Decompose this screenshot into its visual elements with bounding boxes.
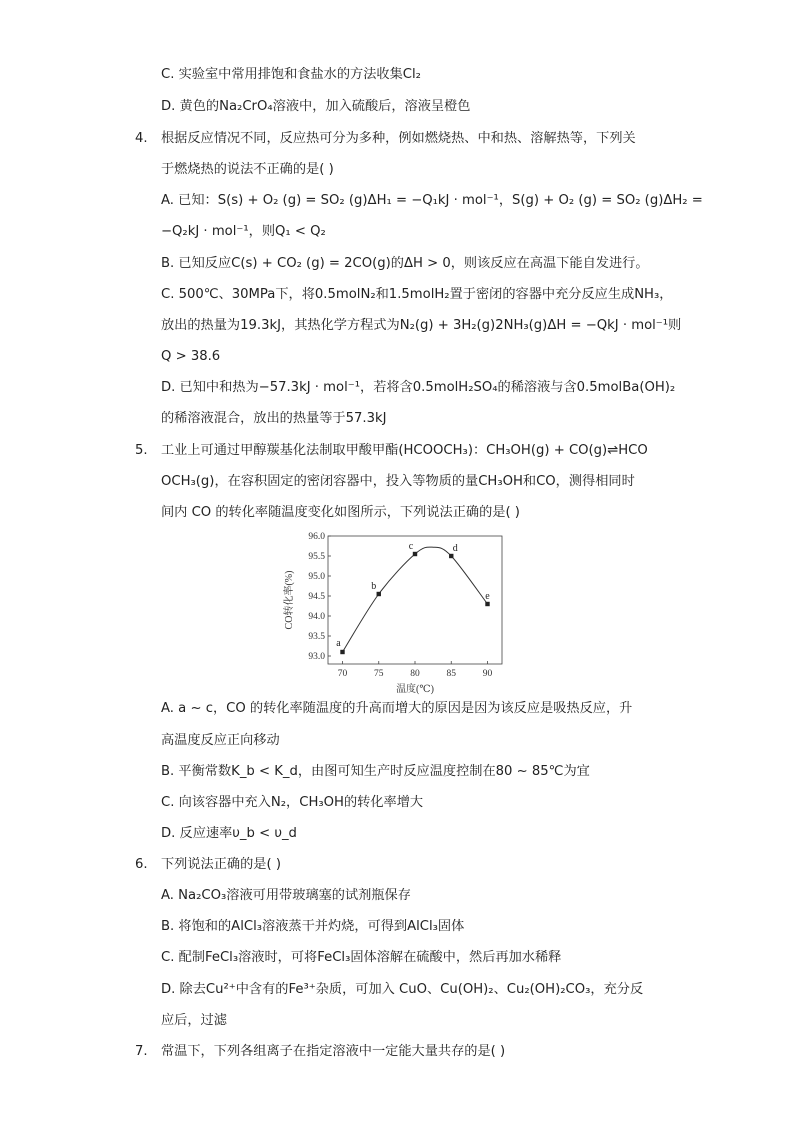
point-label-b: b: [371, 581, 377, 592]
q6-option-c: C. 配制FeCl₃溶液时，可将FeCl₃固体溶解在硫酸中，然后再加水稀释: [161, 950, 562, 965]
q5-number: 5.: [135, 443, 148, 458]
y-tick-label: 93.5: [308, 632, 325, 642]
y-tick-label: 94.0: [308, 612, 325, 622]
q4-option-c-line1: C. 500℃、30MPa下，将0.5molN₂和1.5molH₂置于密闭的容器中充分反应生成NH₃，: [161, 287, 673, 302]
conversion-curve: [343, 547, 488, 652]
q3-option-d: D. 黄色的Na₂CrO₄溶液中，加入硫酸后，溶液呈橙色: [161, 99, 471, 114]
q6-option-d-line1: D. 除去Cu²⁺中含有的Fe³⁺杂质，可加入 CuO、Cu(OH)₂、Cu₂(OH)₂CO₃，充分反: [161, 982, 644, 997]
x-tick-label: 75: [374, 669, 384, 679]
q5-option-a-line1: A. a ~ c，CO 的转化率随温度的升高而增大的原因是因为该反应是吸热反应，升: [161, 701, 633, 716]
q4-stem-line1: 根据反应情况不同，反应热可分为多种，例如燃烧热、中和热、溶解热等，下列关: [161, 131, 636, 146]
y-tick-label: 95.5: [308, 552, 325, 562]
y-tick-label: 95.0: [308, 572, 325, 582]
point-label-d: d: [452, 543, 458, 554]
data-point-b: [377, 592, 381, 596]
q4-option-c-line3: Q > 38.6: [161, 349, 221, 364]
q6-option-a: A. Na₂CO₃溶液可用带玻璃塞的试剂瓶保存: [161, 888, 411, 903]
q3-option-c: C. 实验室中常用排饱和食盐水的方法收集Cl₂: [161, 67, 421, 82]
q6-option-b: B. 将饱和的AlCl₃溶液蒸干并灼烧，可得到AlCl₃固体: [161, 919, 465, 934]
q5-stem-line3: 间内 CO 的转化率随温度变化如图所示，下列说法正确的是( ): [161, 505, 520, 520]
q4-option-c-line2: 放出的热量为19.3kJ，其热化学方程式为N₂(g) + 3H₂(g)2NH₃(g)ΔH = −QkJ · mol⁻¹则: [161, 318, 682, 333]
data-point-d: [449, 554, 453, 558]
point-label-e: e: [485, 591, 490, 602]
x-tick-label: 85: [446, 669, 456, 679]
q5-option-b: B. 平衡常数K_b < K_d，由图可知生产时反应温度控制在80 ~ 85℃为宜: [161, 764, 590, 779]
data-point-e: [485, 602, 489, 606]
x-tick-label: 70: [337, 669, 348, 679]
point-label-c: c: [408, 541, 414, 552]
q5-option-c: C. 向该容器中充入N₂，CH₃OH的转化率增大: [161, 795, 424, 810]
q4-option-a-line2: −Q₂kJ · mol⁻¹，则Q₁ < Q₂: [161, 224, 326, 239]
q4-stem-line2: 于燃烧热的说法不正确的是( ): [161, 162, 334, 177]
q4-number: 4.: [135, 131, 148, 146]
data-point-c: [413, 552, 417, 556]
q5-option-d: D. 反应速率υ_b < υ_d: [161, 826, 297, 841]
q4-option-d-line2: 的稀溶液混合，放出的热量等于57.3kJ: [161, 411, 387, 426]
point-label-a: a: [336, 638, 341, 649]
co-conversion-chart: [280, 528, 520, 698]
q4-option-b: B. 已知反应C(s) + CO₂ (g) = 2CO(g)的ΔH > 0，则该反应在高温下能自发进行。: [161, 256, 649, 271]
data-point-a: [340, 650, 344, 654]
q5-option-a-line2: 高温度反应正向移动: [161, 733, 280, 748]
q7-number: 7.: [135, 1044, 148, 1059]
q4-option-a-line1: A. 已知：S(s) + O₂ (g) = SO₂ (g)ΔH₁ = −Q₁kJ · mol⁻¹，S(g) + O₂ (g) = SO₂ (g)ΔH₂ =: [161, 193, 703, 208]
x-axis-label: 温度(℃): [396, 684, 434, 695]
q6-option-d-line2: 应后，过滤: [161, 1013, 227, 1028]
x-tick-label: 90: [482, 669, 493, 679]
q4-option-d-line1: D. 已知中和热为−57.3kJ · mol⁻¹，若将含0.5molH₂SO₄的稀溶液与含0.5molBa(OH)₂: [161, 380, 676, 395]
y-axis-label: CO转化率(%): [284, 570, 295, 630]
q7-stem: 常温下，下列各组离子在指定溶液中一定能大量共存的是( ): [161, 1044, 506, 1059]
q6-number: 6.: [135, 857, 148, 872]
q6-stem: 下列说法正确的是( ): [161, 857, 281, 872]
q5-stem-line2: OCH₃(g)，在容积固定的密闭容器中，投入等物质的量CH₃OH和CO，测得相同时: [161, 474, 635, 489]
y-tick-label: 93.0: [308, 652, 325, 662]
y-tick-label: 96.0: [308, 532, 325, 542]
q5-stem-line1: 工业上可通过甲醇羰基化法制取甲酸甲酯(HCOOCH₃)：CH₃OH(g) + CO(g)⇌HCO: [161, 443, 648, 458]
y-tick-label: 94.5: [308, 592, 325, 602]
x-tick-label: 80: [410, 669, 420, 679]
